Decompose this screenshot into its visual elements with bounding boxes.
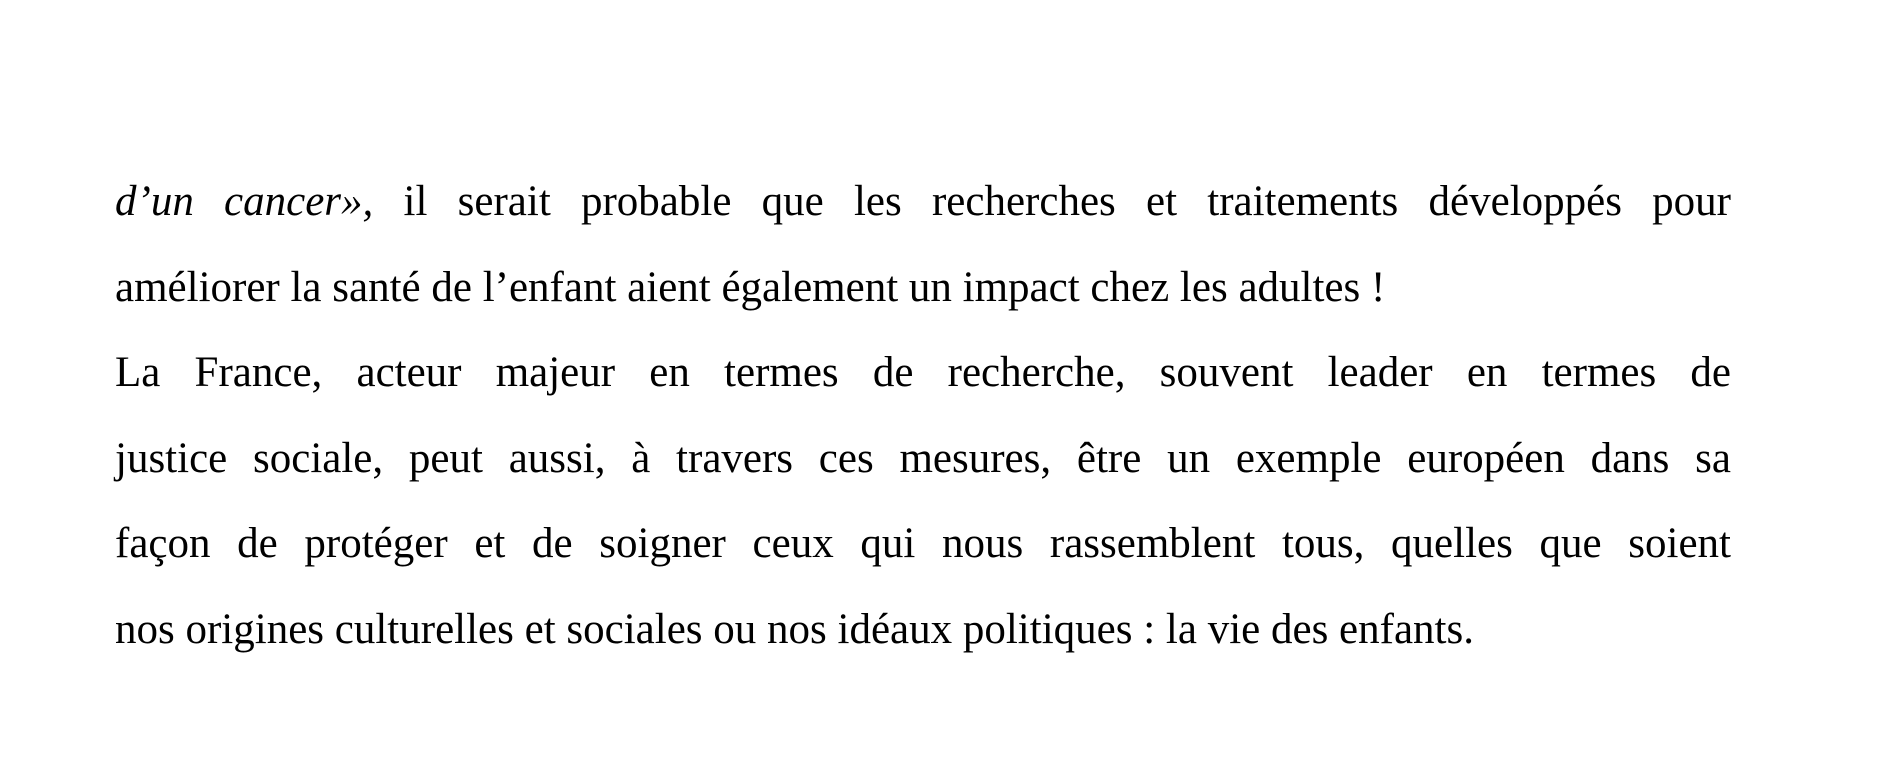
text-line-4: justice sociale, peut aussi, à travers ces mesures, être un exemple européen dans sa bbox=[115, 434, 1731, 482]
text-line-6: nos origines culturelles et sociales ou nos idéaux politiques : la vie des enfants. bbox=[115, 605, 1474, 653]
text-line-5: façon de protéger et de soigner ceux qui nous rassemblent tous, quelles que soient bbox=[115, 520, 1731, 567]
text-line-1 bbox=[115, 176, 1731, 262]
text-line-2: améliorer la santé de l’enfant aient également un impact chez les adultes ! bbox=[115, 263, 1386, 311]
text-line-3: La France, acteur majeur en termes de recherche, souvent leader en termes de bbox=[115, 349, 1731, 396]
text-line-1-rest: il serait probable que les recherches et traitements développés pour bbox=[373, 178, 1732, 225]
document-page bbox=[115, 176, 1731, 689]
italic-quote-end: d’un cancer», bbox=[115, 178, 374, 225]
